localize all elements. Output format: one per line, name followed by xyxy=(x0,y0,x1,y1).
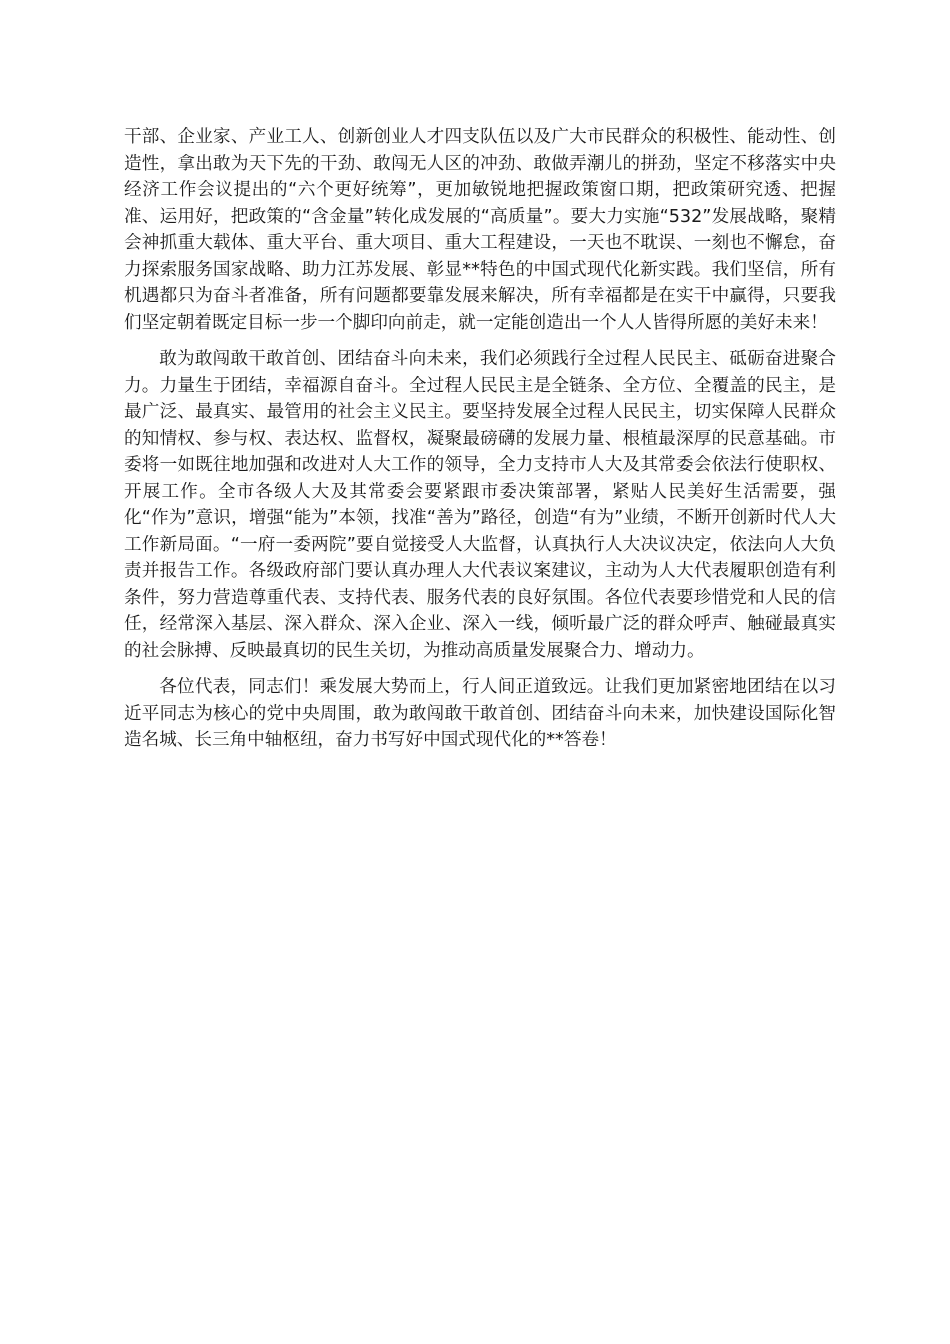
paragraph-closing: 各位代表，同志们！乘发展大势而上，行人间正道致远。让我们更加紧密地团结在以习近平同志为核心的党中央周围，敢为敢闯敢干敢首创、团结奋斗向未来，加快建设国际化智造名城、长三角中轴枢纽，奋力书写好中国式现代化的**答卷！ xyxy=(124,677,836,750)
paragraph-people-democracy: 敢为敢闯敢干敢首创、团结奋斗向未来，我们必须践行全过程人民民主、砥砺奋进聚合力。力量生于团结，幸福源自奋斗。全过程人民民主是全链条、全方位、全覆盖的民主，是最广泛、最真实、最管用的社会主义民主。要坚持发展全过程人民民主，切实保障人民群众的知情权、参与权、表达权、监督权，凝聚最磅礴的发展力量、根植最深厚的民意基础。市委将一如既往地加强和改进对人大工作的领导，全力支持市人大及其常委会依法行使职权、开展工作。全市各级人大及其常委会要紧跟市委决策部署，紧贴人民美好生活需要，强化“作为”意识，增强“能为”本领，找准“善为”路径，创造“有为”业绩，不断开创新时代人大工作新局面。“一府一委两院”要自觉接受人大监督，认真执行人大决议决定，依法向人大负责并报告工作。各级政府部门要认真办理人大代表议案建议，主动为人大代表履职创造有利条件，努力营造尊重代表、支持代表、服务代表的良好氛围。各位代表要珍惜党和人民的信任，经常深入基层、深入群众、深入企业、深入一线，倾听最广泛的群众呼声、触碰最真实的社会脉搏、反映最真切的民生关切，为推动高质量发展聚合力、增动力。 xyxy=(124,349,836,661)
paragraph-continuation: 干部、企业家、产业工人、创新创业人才四支队伍以及广大市民群众的积极性、能动性、创造性，拿出敢为天下先的干劲、敢闯无人区的冲劲、敢做弄潮儿的拼劲，坚定不移落实中央经济工作会议提出的“六个更好统筹”，更加敏锐地把握政策窗口期，把政策研究透、把握准、运用好，把政策的“含金量”转化成发展的“高质量”。要大力实施“532”发展战略，聚精会神抓重大载体、重大平台、重大项目、重大工程建设，一天也不耽误、一刻也不懈怠，奋力探索服务国家战略、助力江苏发展、彰显**特色的中国式现代化新实践。我们坚信，所有机遇都只为奋斗者准备，所有问题都要靠发展来解决，所有幸福都是在实干中赢得，只要我们坚定朝着既定目标一步一个脚印向前走，就一定能创造出一个人人皆得所愿的美好未来！ xyxy=(124,127,836,333)
document-body xyxy=(124,124,836,764)
